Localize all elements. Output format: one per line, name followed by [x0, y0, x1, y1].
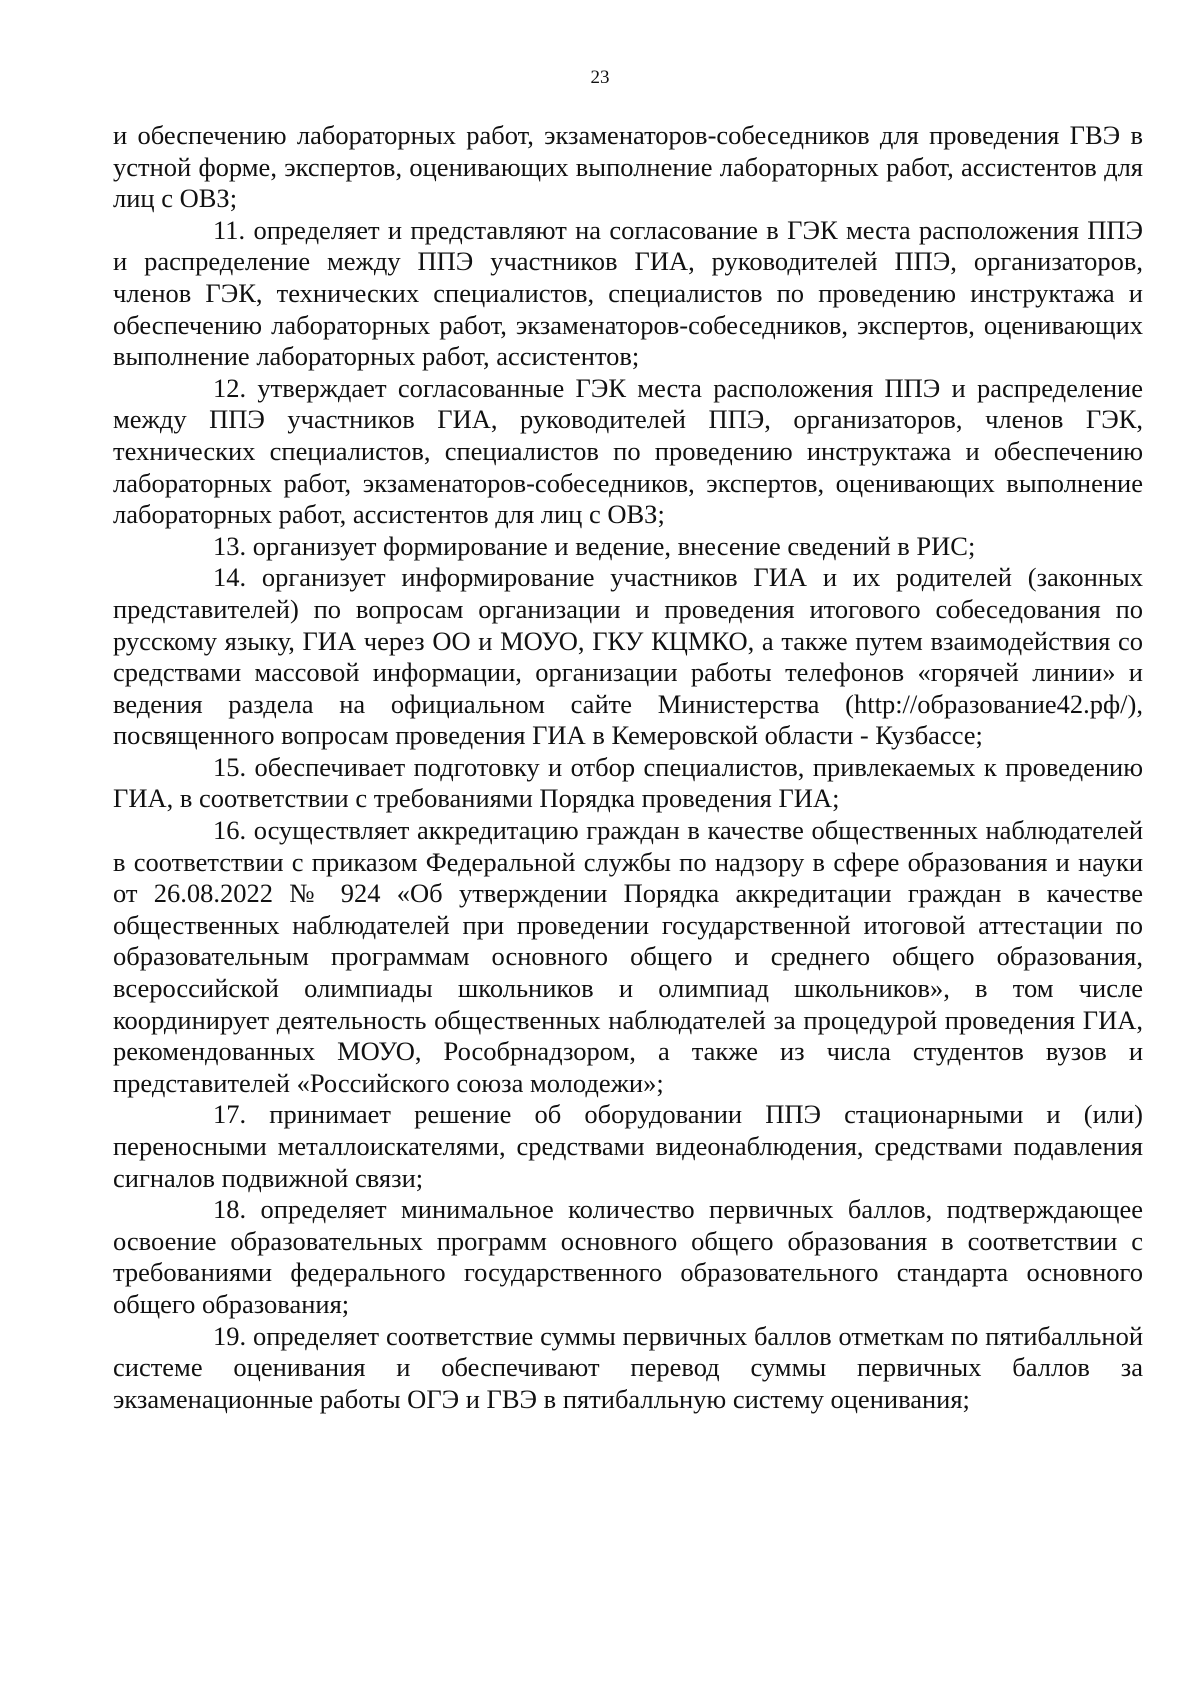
list-item-11: 11. определяет и представляют на согласование в ГЭК места расположения ППЭ и распределение между ППЭ участников ГИА, руководителей ППЭ, организаторов, членов ГЭК, технических специалистов, специалистов по проведению инструктажа и обеспечению лабораторных работ, экзаменаторов-собеседников, экспертов, оценивающих выполнение лабораторных работ, ассистентов; [113, 214, 1143, 372]
list-item-19: 19. определяет соответствие суммы первичных баллов отметкам по пятибалльной системе оценивания и обеспечивают перевод суммы первичных баллов за экзаменационные работы ОГЭ и ГВЭ в пятибалльную систему оценивания; [113, 1320, 1143, 1414]
list-item-17: 17. принимает решение об оборудовании ППЭ стационарными и (или) переносными металлоискателями, средствами видеонаблюдения, средствами подавления сигналов подвижной связи; [113, 1099, 1143, 1193]
list-item-14: 14. организует информирование участников ГИА и их родителей (законных представителей) по вопросам организации и проведения итогового собеседования по русскому языку, ГИА через ОО и МОУО, ГКУ КЦМКО, а также путем взаимодействия со средствами массовой информации, организации работы телефонов «горячей линии» и ведения раздела на официальном сайте Министерства (http://образование42.рф/), посвященного вопросам проведения ГИА в Кемеровской области - Кузбассе; [113, 562, 1143, 751]
list-item-18: 18. определяет минимальное количество первичных баллов, подтверждающее освоение образовательных программ основного общего образования в соответствии с требованиями федерального государственного образовательного стандарта основного общего образования; [113, 1194, 1143, 1319]
list-item-15: 15. обеспечивает подготовку и отбор специалистов, привлекаемых к проведению ГИА, в соответствии с требованиями Порядка проведения ГИА; [113, 751, 1143, 814]
list-item-16: 16. осуществляет аккредитацию граждан в качестве общественных наблюдателей в соответствии с приказом Федеральной службы по надзору в сфере образования и науки от 26.08.2022 № 924 «Об утверждении Порядка аккредитации граждан в качестве общественных наблюдателей при проведении государственной итоговой аттестации по образовательным программам основного общего и среднего общего образования, всероссийской олимпиады школьников и олимпиад школьников», в том числе координирует деятельность общественных наблюдателей за процедурой проведения ГИА, рекомендованных МОУО, Рособрнадзором, а также из числа студентов вузов и представителей «Российского союза молодежи»; [113, 815, 1143, 1098]
page-number: 23 [590, 67, 610, 88]
document-body [113, 120, 1143, 1415]
list-item-12: 12. утверждает согласованные ГЭК места расположения ППЭ и распределение между ППЭ участников ГИА, руководителей ППЭ, организаторов, членов ГЭК, технических специалистов, специалистов по проведению инструктажа и обеспечению лабораторных работ, экзаменаторов-собеседников, экспертов, оценивающих выполнение лабораторных работ, ассистентов для лиц с ОВЗ; [113, 372, 1143, 530]
list-item-13: 13. организует формирование и ведение, внесение сведений в РИС; [213, 530, 976, 561]
paragraph-continuation: и обеспечению лабораторных работ, экзаменаторов-собеседников для проведения ГВЭ в устной форме, экспертов, оценивающих выполнение лабораторных работ, ассистентов для лиц с ОВЗ; [113, 120, 1143, 214]
